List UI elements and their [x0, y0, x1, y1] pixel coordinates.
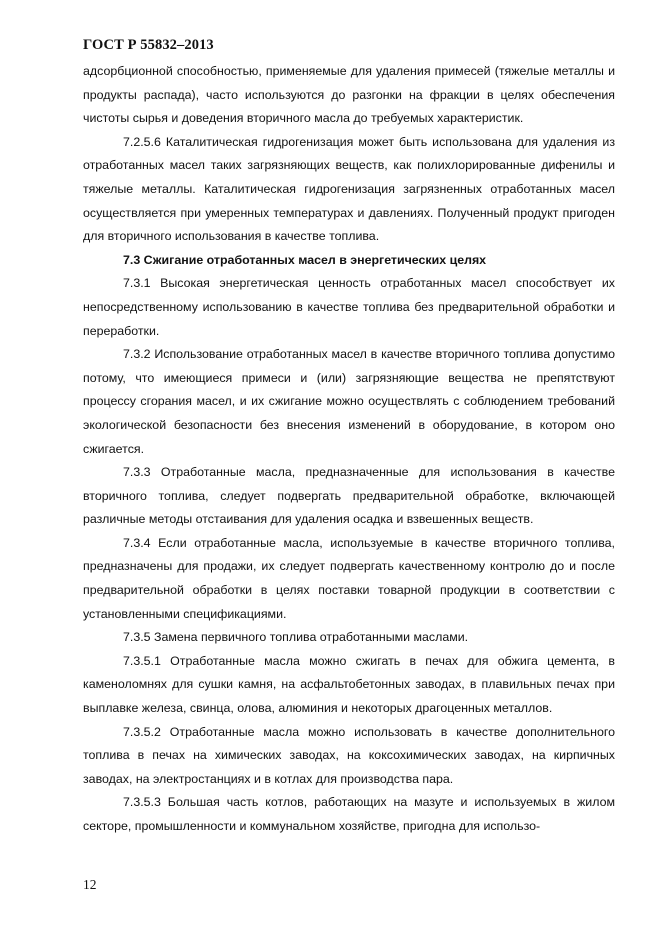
paragraph-7-3-3: 7.3.3 Отработанные масла, предназначенные для использования в качестве вторичного топлива, следует подвергать предварительной обработке, включающей различные методы отстаивания для удаления осадка и взвешенных веществ. — [83, 465, 615, 527]
paragraph-7-2-5-6: 7.2.5.6 Каталитическая гидрогенизация может быть использована для удаления из отработанных масел таких загрязняющих веществ, как полихлорированные дифенилы и тяжелые металлы. Каталитическая гидрогенизация загрязненных отработанных масел осуществляется при умеренных температурах и давлениях. Полученный продукт пригоден для вторичного использования в качестве топлива. — [83, 134, 615, 244]
document-code-header: ГОСТ Р 55832–2013 — [83, 37, 214, 53]
paragraph-7-3-1: 7.3.1 Высокая энергетическая ценность отработанных масел способствует их непосредственному использованию в качестве топлива без предварительной обработки и переработки. — [83, 276, 615, 338]
document-body — [83, 60, 615, 839]
paragraph-7-3-5-3: 7.3.5.3 Большая часть котлов, работающих на мазуте и используемых в жилом секторе, промышленности и коммунальном хозяйстве, пригодна для использо- — [83, 795, 615, 833]
section-heading-7-3: 7.3 Сжигание отработанных масел в энергетических целях — [123, 252, 487, 267]
paragraph-7-3-4: 7.3.4 Если отработанные масла, используемые в качестве вторичного топлива, предназначены для продажи, их следует подвергать качественному контролю до и после предварительной обработки в целях поставки товарной продукции в соответствии с установленными спецификациями. — [83, 535, 615, 621]
paragraph-continuation: адсорбционной способностью, применяемые для удаления примесей (тяжелые металлы и продукты распада), часто используются до разгонки на фракции в целях обеспечения чистоты сырья и доведения вторичного масла до требуемых характеристик. — [83, 64, 615, 126]
paragraph-7-3-2: 7.3.2 Использование отработанных масел в качестве вторичного топлива допустимо потому, что имеющиеся примеси и (или) загрязняющие вещества не препятствуют процессу сгорания масел, и их сжигание можно осуществлять с соблюдением требований экологической безопасности без внесения изменений в оборудование, в котором оно сжигается. — [83, 347, 615, 456]
paragraph-7-3-5-1: 7.3.5.1 Отработанные масла можно сжигать в печах для обжига цемента, в каменоломнях для сушки камня, на асфальтобетонных заводах, в плавильных печах при выплавке железа, свинца, олова, алюминия и некоторых драгоценных металлов. — [83, 653, 615, 716]
page-number: 12 — [83, 877, 97, 892]
paragraph-7-3-5: 7.3.5 Замена первичного топлива отработанными маслами. — [123, 630, 469, 645]
paragraph-7-3-5-2: 7.3.5.2 Отработанные масла можно использовать в качестве дополнительного топлива в печах на химических заводах, на коксохимических заводах, на кирпичных заводах, на электростанциях и в котлах для производства пара. — [83, 724, 615, 786]
